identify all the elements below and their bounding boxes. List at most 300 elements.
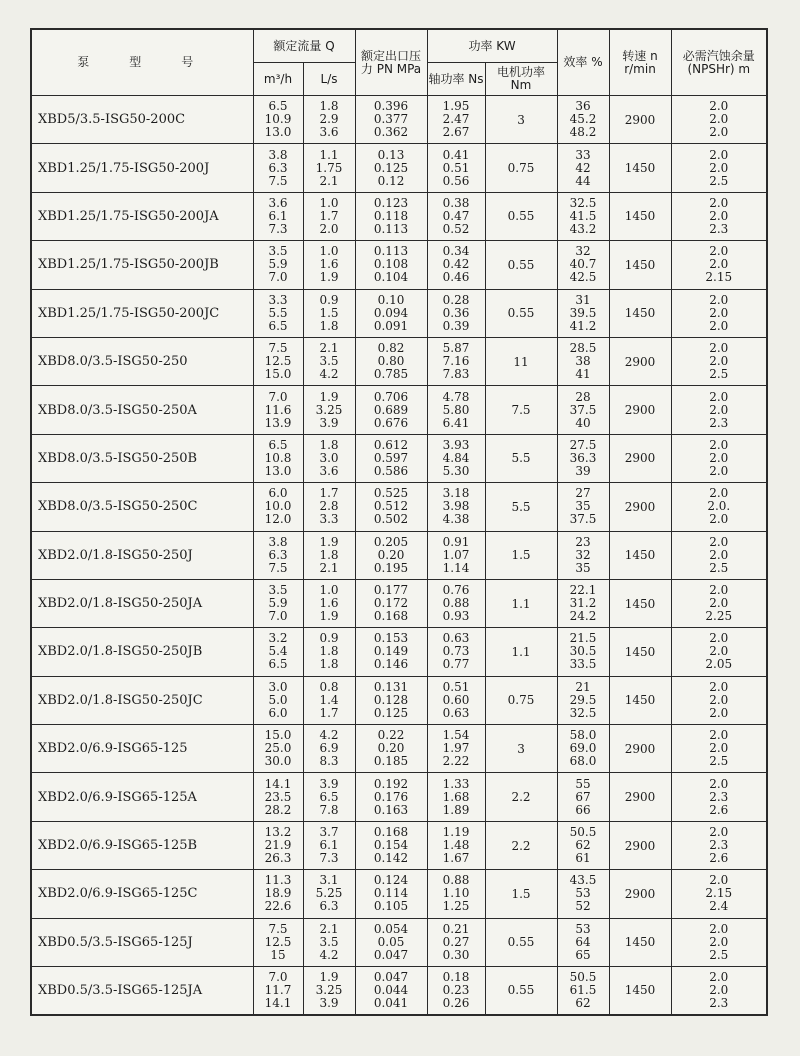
cell-model: XBD2.0/6.9-ISG65-125A <box>31 773 253 821</box>
cell-shaft-power-value: 0.60 <box>442 692 470 707</box>
cell-npsh-value: 2.0 <box>709 873 729 888</box>
cell-efficiency-value: 42 <box>575 160 591 175</box>
cell-shaft-power <box>427 337 485 385</box>
cell-pressure <box>355 434 427 482</box>
cell-flow-ls <box>303 434 355 482</box>
cell-shaft-power-value: 1.14 <box>442 560 470 575</box>
cell-flow-ls-value: 1.4 <box>319 692 339 707</box>
cell-pressure-value: 0.176 <box>373 789 409 804</box>
cell-flow-m3h-value: 7.5 <box>268 341 288 356</box>
cell-flow-ls-value: 6.9 <box>319 741 339 756</box>
cell-flow-m3h <box>253 434 303 482</box>
cell-shaft-power-value: 1.48 <box>442 838 470 853</box>
cell-shaft-power-value: 1.89 <box>442 802 470 817</box>
cell-shaft-power <box>427 628 485 676</box>
cell-shaft-power-value: 0.28 <box>442 292 470 307</box>
cell-npsh-value: 2.0 <box>709 463 729 478</box>
cell-npsh-value: 2.6 <box>709 802 729 817</box>
cell-pressure-value: 0.131 <box>373 679 409 694</box>
cell-flow-m3h <box>253 483 303 531</box>
cell-pressure <box>355 96 427 144</box>
cell-npsh <box>671 337 767 385</box>
cell-npsh <box>671 725 767 773</box>
cell-pressure-value: 0.113 <box>373 244 409 259</box>
cell-flow-ls-value: 0.9 <box>319 292 339 307</box>
cell-flow-ls-value: 1.9 <box>319 609 339 624</box>
cell-efficiency-value: 55 <box>575 776 591 791</box>
cell-shaft-power-value: 0.88 <box>442 873 470 888</box>
cell-flow-ls-value: 3.25 <box>315 402 343 417</box>
cell-shaft-power-value: 1.97 <box>442 741 470 756</box>
table-row <box>31 821 767 869</box>
cell-flow-ls-value: 3.0 <box>319 450 339 465</box>
cell-motor-power: 5.5 <box>485 483 557 531</box>
cell-flow-m3h <box>253 967 303 1015</box>
cell-npsh-value: 2.0 <box>709 486 729 501</box>
cell-npsh <box>671 918 767 966</box>
cell-efficiency-value: 65 <box>575 947 591 962</box>
cell-npsh-value: 2.0 <box>709 631 729 646</box>
header-flow-m3h: m³/h <box>253 63 303 96</box>
cell-flow-m3h-value: 12.5 <box>264 934 292 949</box>
cell-shaft-power-value: 0.63 <box>442 705 470 720</box>
cell-motor-power: 2.2 <box>485 773 557 821</box>
cell-flow-m3h <box>253 918 303 966</box>
cell-flow-m3h-value: 3.6 <box>268 195 288 210</box>
cell-flow-ls <box>303 918 355 966</box>
cell-flow-ls-value: 3.1 <box>319 873 339 888</box>
header-model: 泵 型 号 <box>31 29 253 96</box>
cell-model: XBD2.0/1.8-ISG50-250J <box>31 531 253 579</box>
cell-efficiency-value: 64 <box>575 934 591 949</box>
cell-flow-m3h-value: 3.3 <box>268 292 288 307</box>
cell-npsh-value: 2.0 <box>709 160 729 175</box>
cell-npsh-value: 2.0 <box>709 450 729 465</box>
cell-efficiency-value: 37.5 <box>569 402 597 417</box>
cell-flow-m3h-value: 7.0 <box>268 270 288 285</box>
cell-flow-ls-value: 1.8 <box>319 657 339 672</box>
table-row <box>31 144 767 192</box>
cell-flow-ls <box>303 870 355 918</box>
table-row <box>31 628 767 676</box>
cell-efficiency-value: 28 <box>575 389 591 404</box>
cell-flow-m3h-value: 23.5 <box>264 789 292 804</box>
cell-pressure-value: 0.128 <box>373 692 409 707</box>
cell-efficiency-value: 30.5 <box>569 644 597 659</box>
cell-model: XBD8.0/3.5-ISG50-250C <box>31 483 253 531</box>
cell-flow-ls-value: 1.6 <box>319 257 339 272</box>
cell-npsh-value: 2.0 <box>709 437 729 452</box>
cell-flow-ls-value: 6.1 <box>319 838 339 853</box>
cell-flow-m3h-value: 7.0 <box>268 389 288 404</box>
cell-motor-power: 0.55 <box>485 241 557 289</box>
cell-motor-power: 0.75 <box>485 676 557 724</box>
cell-efficiency-value: 61.5 <box>569 982 597 997</box>
cell-flow-ls-value: 1.0 <box>319 244 339 259</box>
cell-pressure-value: 0.123 <box>373 195 409 210</box>
cell-npsh-value: 2.0 <box>709 982 729 997</box>
cell-flow-ls-value: 1.8 <box>319 547 339 562</box>
cell-efficiency <box>557 579 609 627</box>
cell-flow-m3h-value: 26.3 <box>264 851 292 866</box>
cell-pressure <box>355 967 427 1015</box>
cell-speed: 2900 <box>609 386 671 434</box>
cell-flow-ls-value: 3.9 <box>319 415 339 430</box>
cell-flow-ls-value: 1.8 <box>319 99 339 114</box>
cell-npsh-value: 2.0 <box>709 512 729 527</box>
table-row <box>31 483 767 531</box>
cell-motor-power: 3 <box>485 96 557 144</box>
cell-flow-m3h <box>253 96 303 144</box>
cell-flow-m3h-value: 10.8 <box>264 450 292 465</box>
cell-pressure-value: 0.377 <box>373 112 409 127</box>
cell-flow-m3h-value: 6.0 <box>268 705 288 720</box>
cell-npsh <box>671 821 767 869</box>
cell-efficiency-value: 32 <box>575 547 591 562</box>
cell-flow-ls-value: 7.3 <box>319 851 339 866</box>
cell-model: XBD1.25/1.75-ISG50-200JA <box>31 192 253 240</box>
cell-pressure-value: 0.149 <box>373 644 409 659</box>
cell-efficiency-value: 22.1 <box>569 583 597 598</box>
cell-pressure-value: 0.054 <box>373 921 409 936</box>
cell-flow-m3h-value: 7.3 <box>268 221 288 236</box>
cell-pressure-value: 0.154 <box>373 838 409 853</box>
cell-flow-m3h <box>253 773 303 821</box>
cell-efficiency-value: 62 <box>575 838 591 853</box>
cell-speed: 2900 <box>609 773 671 821</box>
cell-speed: 1450 <box>609 579 671 627</box>
cell-shaft-power-value: 0.91 <box>442 534 470 549</box>
cell-shaft-power-value: 0.93 <box>442 609 470 624</box>
cell-pressure-value: 0.192 <box>373 776 409 791</box>
cell-pressure-value: 0.114 <box>373 886 409 901</box>
table-row <box>31 337 767 385</box>
cell-pressure-value: 0.20 <box>377 547 405 562</box>
cell-efficiency <box>557 918 609 966</box>
cell-npsh-value: 2.0 <box>709 534 729 549</box>
cell-npsh-value: 2.0 <box>709 547 729 562</box>
cell-shaft-power-value: 4.78 <box>442 389 470 404</box>
table-body <box>31 96 767 1015</box>
cell-flow-m3h-value: 3.0 <box>268 679 288 694</box>
table-row <box>31 434 767 482</box>
cell-flow-m3h-value: 11.6 <box>264 402 292 417</box>
cell-shaft-power <box>427 192 485 240</box>
cell-flow-m3h-value: 6.3 <box>268 547 288 562</box>
cell-npsh-value: 2.0 <box>709 208 729 223</box>
cell-pressure-value: 0.163 <box>373 802 409 817</box>
cell-efficiency-value: 33 <box>575 147 591 162</box>
cell-model: XBD1.25/1.75-ISG50-200J <box>31 144 253 192</box>
cell-pressure-value: 0.396 <box>373 99 409 114</box>
cell-pressure-value: 0.20 <box>377 741 405 756</box>
cell-flow-ls-value: 4.2 <box>319 947 339 962</box>
cell-shaft-power-value: 2.47 <box>442 112 470 127</box>
cell-efficiency-value: 53 <box>575 886 591 901</box>
cell-shaft-power-value: 0.51 <box>442 679 470 694</box>
cell-shaft-power-value: 1.68 <box>442 789 470 804</box>
cell-npsh-value: 2.0 <box>709 402 729 417</box>
cell-speed: 1450 <box>609 192 671 240</box>
cell-flow-ls <box>303 241 355 289</box>
cell-shaft-power <box>427 579 485 627</box>
cell-efficiency-value: 53 <box>575 921 591 936</box>
cell-shaft-power-value: 1.95 <box>442 99 470 114</box>
cell-flow-ls-value: 1.7 <box>319 208 339 223</box>
cell-speed: 2900 <box>609 821 671 869</box>
cell-pressure-value: 0.047 <box>373 947 409 962</box>
cell-shaft-power-value: 0.56 <box>442 173 470 188</box>
cell-speed: 1450 <box>609 144 671 192</box>
cell-shaft-power-value: 0.47 <box>442 208 470 223</box>
cell-efficiency <box>557 773 609 821</box>
cell-npsh <box>671 628 767 676</box>
cell-shaft-power-value: 0.76 <box>442 583 470 598</box>
cell-flow-m3h-value: 3.5 <box>268 583 288 598</box>
cell-pressure-value: 0.185 <box>373 754 409 769</box>
cell-flow-m3h-value: 21.9 <box>264 838 292 853</box>
cell-flow-m3h-value: 12.5 <box>264 354 292 369</box>
cell-flow-ls-value: 5.25 <box>315 886 343 901</box>
cell-npsh <box>671 434 767 482</box>
cell-speed: 2900 <box>609 96 671 144</box>
cell-flow-ls-value: 2.9 <box>319 112 339 127</box>
cell-flow-m3h-value: 18.9 <box>264 886 292 901</box>
cell-flow-ls <box>303 676 355 724</box>
cell-npsh-value: 2.0 <box>709 99 729 114</box>
cell-npsh-value: 2.5 <box>709 947 729 962</box>
cell-pressure <box>355 192 427 240</box>
cell-flow-m3h-value: 11.7 <box>264 982 292 997</box>
cell-flow-m3h-value: 28.2 <box>264 802 292 817</box>
cell-shaft-power-value: 0.18 <box>442 969 470 984</box>
cell-shaft-power-value: 0.38 <box>442 195 470 210</box>
cell-flow-ls-value: 1.8 <box>319 437 339 452</box>
cell-efficiency <box>557 144 609 192</box>
cell-shaft-power-value: 0.52 <box>442 221 470 236</box>
cell-npsh-value: 2.15 <box>705 886 733 901</box>
cell-model: XBD0.5/3.5-ISG65-125JA <box>31 967 253 1015</box>
cell-shaft-power <box>427 967 485 1015</box>
cell-npsh-value: 2.0 <box>709 644 729 659</box>
cell-pressure-value: 0.502 <box>373 512 409 527</box>
cell-flow-m3h <box>253 289 303 337</box>
cell-pressure-value: 0.785 <box>373 367 409 382</box>
table-row <box>31 192 767 240</box>
cell-shaft-power-value: 0.88 <box>442 596 470 611</box>
cell-model: XBD0.5/3.5-ISG65-125J <box>31 918 253 966</box>
cell-flow-m3h-value: 13.2 <box>264 825 292 840</box>
table-row <box>31 289 767 337</box>
cell-flow-ls <box>303 725 355 773</box>
cell-pressure-value: 0.168 <box>373 609 409 624</box>
cell-shaft-power <box>427 821 485 869</box>
cell-model: XBD8.0/3.5-ISG50-250B <box>31 434 253 482</box>
cell-npsh-value: 2.0 <box>709 596 729 611</box>
table-row <box>31 725 767 773</box>
header-flow-ls: L/s <box>303 63 355 96</box>
cell-flow-ls-value: 2.0 <box>319 221 339 236</box>
cell-efficiency-value: 21 <box>575 679 591 694</box>
cell-pressure-value: 0.612 <box>373 437 409 452</box>
cell-flow-m3h-value: 13.0 <box>264 463 292 478</box>
cell-pressure-value: 0.706 <box>373 389 409 404</box>
cell-model: XBD2.0/6.9-ISG65-125C <box>31 870 253 918</box>
cell-flow-ls <box>303 773 355 821</box>
cell-flow-ls-value: 2.1 <box>319 921 339 936</box>
cell-flow-ls-value: 1.75 <box>315 160 343 175</box>
cell-flow-m3h <box>253 192 303 240</box>
cell-model: XBD1.25/1.75-ISG50-200JB <box>31 241 253 289</box>
cell-pressure-value: 0.124 <box>373 873 409 888</box>
table-row <box>31 676 767 724</box>
cell-flow-m3h-value: 14.1 <box>264 995 292 1010</box>
cell-npsh-value: 2.0 <box>709 741 729 756</box>
header-pressure: 额定出口压力 PN MPa <box>355 29 427 96</box>
table-row <box>31 967 767 1015</box>
cell-npsh-value: 2.0 <box>709 969 729 984</box>
header-efficiency: 效率 % <box>557 29 609 96</box>
cell-flow-ls-value: 0.8 <box>319 679 339 694</box>
cell-pressure <box>355 386 427 434</box>
cell-shaft-power-value: 0.46 <box>442 270 470 285</box>
cell-shaft-power-value: 1.33 <box>442 776 470 791</box>
cell-flow-ls-value: 3.6 <box>319 463 339 478</box>
cell-efficiency-value: 41 <box>575 367 591 382</box>
header-motor-power: 电机功率 Nm <box>485 63 557 96</box>
cell-flow-m3h <box>253 144 303 192</box>
cell-efficiency <box>557 337 609 385</box>
cell-model: XBD2.0/6.9-ISG65-125B <box>31 821 253 869</box>
cell-efficiency-value: 27 <box>575 486 591 501</box>
table-header <box>31 29 767 96</box>
cell-npsh <box>671 241 767 289</box>
cell-shaft-power-value: 5.87 <box>442 341 470 356</box>
cell-pressure <box>355 628 427 676</box>
cell-npsh-value: 2.0 <box>709 692 729 707</box>
cell-npsh-value: 2.0 <box>709 341 729 356</box>
cell-pressure <box>355 676 427 724</box>
cell-pressure-value: 0.676 <box>373 415 409 430</box>
cell-npsh-value: 2.0 <box>709 705 729 720</box>
cell-pressure-value: 0.044 <box>373 982 409 997</box>
cell-speed: 1450 <box>609 289 671 337</box>
cell-efficiency-value: 48.2 <box>569 125 597 140</box>
table-row <box>31 531 767 579</box>
cell-flow-m3h-value: 10.0 <box>264 499 292 514</box>
cell-shaft-power-value: 5.80 <box>442 402 470 417</box>
table-row <box>31 241 767 289</box>
cell-flow-ls-value: 1.8 <box>319 318 339 333</box>
cell-pressure-value: 0.22 <box>377 728 405 743</box>
cell-flow-ls-value: 3.7 <box>319 825 339 840</box>
cell-efficiency <box>557 483 609 531</box>
cell-flow-m3h <box>253 676 303 724</box>
cell-shaft-power-value: 0.39 <box>442 318 470 333</box>
cell-model: XBD2.0/1.8-ISG50-250JA <box>31 579 253 627</box>
cell-efficiency-value: 44 <box>575 173 591 188</box>
cell-shaft-power <box>427 531 485 579</box>
cell-shaft-power-value: 1.10 <box>442 886 470 901</box>
cell-npsh-value: 2.0 <box>709 389 729 404</box>
cell-shaft-power-value: 0.51 <box>442 160 470 175</box>
cell-efficiency <box>557 821 609 869</box>
table-row <box>31 96 767 144</box>
cell-flow-m3h <box>253 725 303 773</box>
cell-npsh <box>671 289 767 337</box>
cell-shaft-power-value: 1.19 <box>442 825 470 840</box>
cell-shaft-power <box>427 773 485 821</box>
cell-pressure-value: 0.047 <box>373 969 409 984</box>
cell-flow-m3h-value: 5.4 <box>268 644 288 659</box>
cell-efficiency-value: 28.5 <box>569 341 597 356</box>
cell-efficiency <box>557 386 609 434</box>
cell-flow-ls <box>303 289 355 337</box>
cell-npsh <box>671 483 767 531</box>
cell-flow-ls-value: 1.8 <box>319 644 339 659</box>
cell-flow-m3h <box>253 386 303 434</box>
cell-shaft-power <box>427 870 485 918</box>
cell-pressure-value: 0.108 <box>373 257 409 272</box>
table-row <box>31 386 767 434</box>
cell-flow-m3h-value: 25.0 <box>264 741 292 756</box>
cell-shaft-power <box>427 725 485 773</box>
cell-shaft-power <box>427 241 485 289</box>
cell-flow-ls-value: 2.8 <box>319 499 339 514</box>
cell-pressure-value: 0.586 <box>373 463 409 478</box>
cell-speed: 1450 <box>609 531 671 579</box>
cell-efficiency-value: 67 <box>575 789 591 804</box>
cell-npsh-value: 2.3 <box>709 838 729 853</box>
cell-efficiency-value: 52 <box>575 899 591 914</box>
cell-efficiency-value: 50.5 <box>569 969 597 984</box>
cell-efficiency-value: 38 <box>575 354 591 369</box>
cell-efficiency <box>557 434 609 482</box>
cell-efficiency-value: 36 <box>575 99 591 114</box>
cell-shaft-power <box>427 676 485 724</box>
cell-speed: 1450 <box>609 676 671 724</box>
cell-model: XBD8.0/3.5-ISG50-250 <box>31 337 253 385</box>
cell-flow-m3h <box>253 870 303 918</box>
cell-npsh-value: 2.0 <box>709 244 729 259</box>
cell-npsh-value: 2.15 <box>705 270 733 285</box>
cell-flow-ls <box>303 96 355 144</box>
cell-flow-ls-value: 1.0 <box>319 195 339 210</box>
cell-shaft-power-value: 2.67 <box>442 125 470 140</box>
cell-speed: 1450 <box>609 241 671 289</box>
cell-speed: 1450 <box>609 918 671 966</box>
cell-flow-m3h-value: 15.0 <box>264 728 292 743</box>
cell-npsh-value: 2.0 <box>709 825 729 840</box>
cell-npsh-value: 2.5 <box>709 367 729 382</box>
cell-shaft-power-value: 0.34 <box>442 244 470 259</box>
cell-flow-ls-value: 1.7 <box>319 486 339 501</box>
cell-pressure-value: 0.525 <box>373 486 409 501</box>
cell-npsh-value: 2.0 <box>709 305 729 320</box>
cell-flow-ls-value: 1.7 <box>319 705 339 720</box>
cell-efficiency <box>557 725 609 773</box>
cell-pressure-value: 0.13 <box>377 147 405 162</box>
cell-flow-ls <box>303 628 355 676</box>
cell-efficiency-value: 42.5 <box>569 270 597 285</box>
cell-flow-m3h-value: 3.8 <box>268 534 288 549</box>
cell-efficiency-value: 31.2 <box>569 596 597 611</box>
cell-flow-m3h-value: 15.0 <box>264 367 292 382</box>
cell-flow-m3h-value: 6.5 <box>268 99 288 114</box>
cell-efficiency-value: 35 <box>575 560 591 575</box>
cell-motor-power: 11 <box>485 337 557 385</box>
cell-efficiency-value: 39 <box>575 463 591 478</box>
